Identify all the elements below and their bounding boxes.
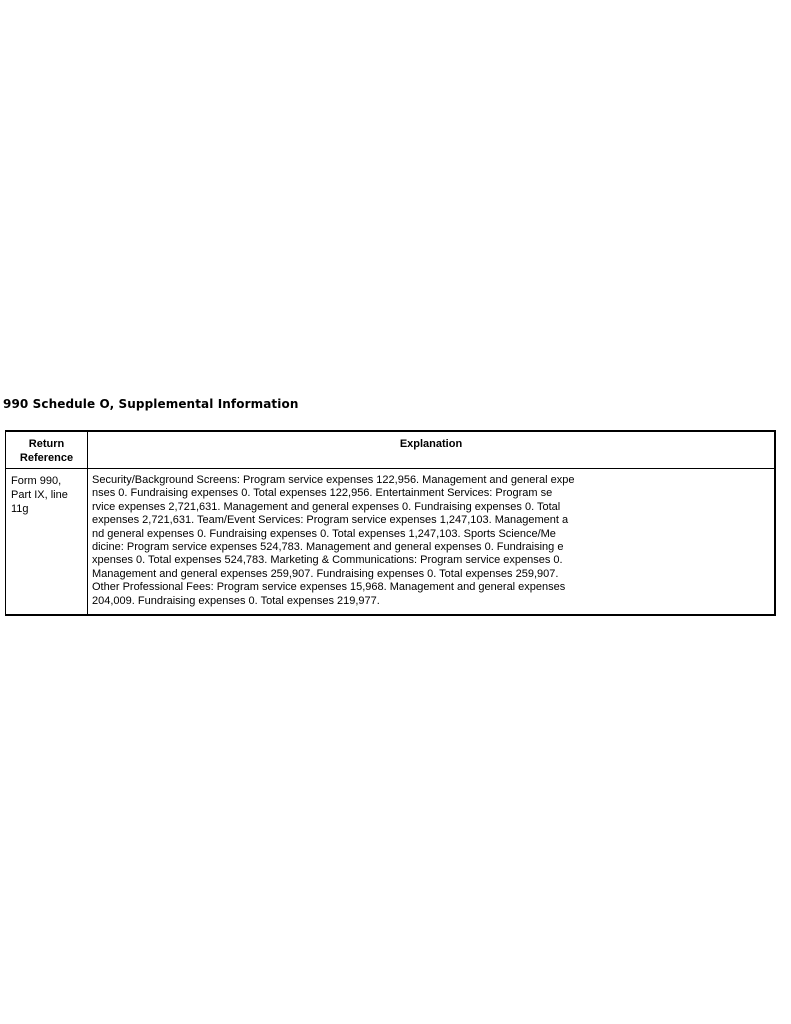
explanation-line: Other Professional Fees: Program service expenses 15,968. Management and general expenses — [92, 581, 566, 594]
header-return-reference — [6, 437, 87, 465]
explanation-line: 204,009. Fundraising expenses 0. Total expenses 219,977. — [92, 594, 380, 607]
schedule-title: 990 Schedule O, Supplemental Information — [3, 397, 299, 411]
explanation-line: nd general expenses 0. Fundraising expenses 0. Total expenses 1,247,103. Sports Science/Me — [92, 527, 556, 540]
explanation-line: Management and general expenses 259,907. Fundraising expenses 0. Total expenses 259,907. — [92, 567, 559, 580]
explanation-line: dicine: Program service expenses 524,783. Management and general expenses 0. Fundraising e — [92, 541, 564, 554]
reference-line: 11g — [11, 503, 29, 515]
row-explanation — [92, 474, 622, 608]
header-explanation: Explanation — [399, 438, 463, 450]
explanation-line: Security/Background Screens: Program service expenses 122,956. Management and general expe — [92, 474, 575, 486]
reference-line: Form 990, — [11, 475, 62, 487]
table-top-rule — [6, 431, 774, 434]
schedule-o-table — [5, 430, 776, 616]
explanation-line: nses 0. Fundraising expenses 0. Total expenses 122,956. Entertainment Services: Program se — [92, 487, 553, 500]
header-return-reference-line: Reference — [19, 452, 74, 464]
column-divider — [87, 431, 88, 614]
reference-line: Part IX, line — [11, 489, 68, 501]
explanation-line: rvice expenses 2,721,631. Management and general expenses 0. Fundraising expenses 0. Total — [92, 500, 561, 513]
header-return-reference-line: Return — [28, 438, 65, 450]
explanation-line: xpenses 0. Total expenses 524,783. Marketing & Communications: Program service expenses 0. — [92, 554, 563, 567]
explanation-line: expenses 2,721,631. Team/Event Services: Program service expenses 1,247,103. Management a — [92, 514, 569, 527]
row-return-reference — [11, 474, 85, 516]
header-divider — [6, 468, 774, 469]
